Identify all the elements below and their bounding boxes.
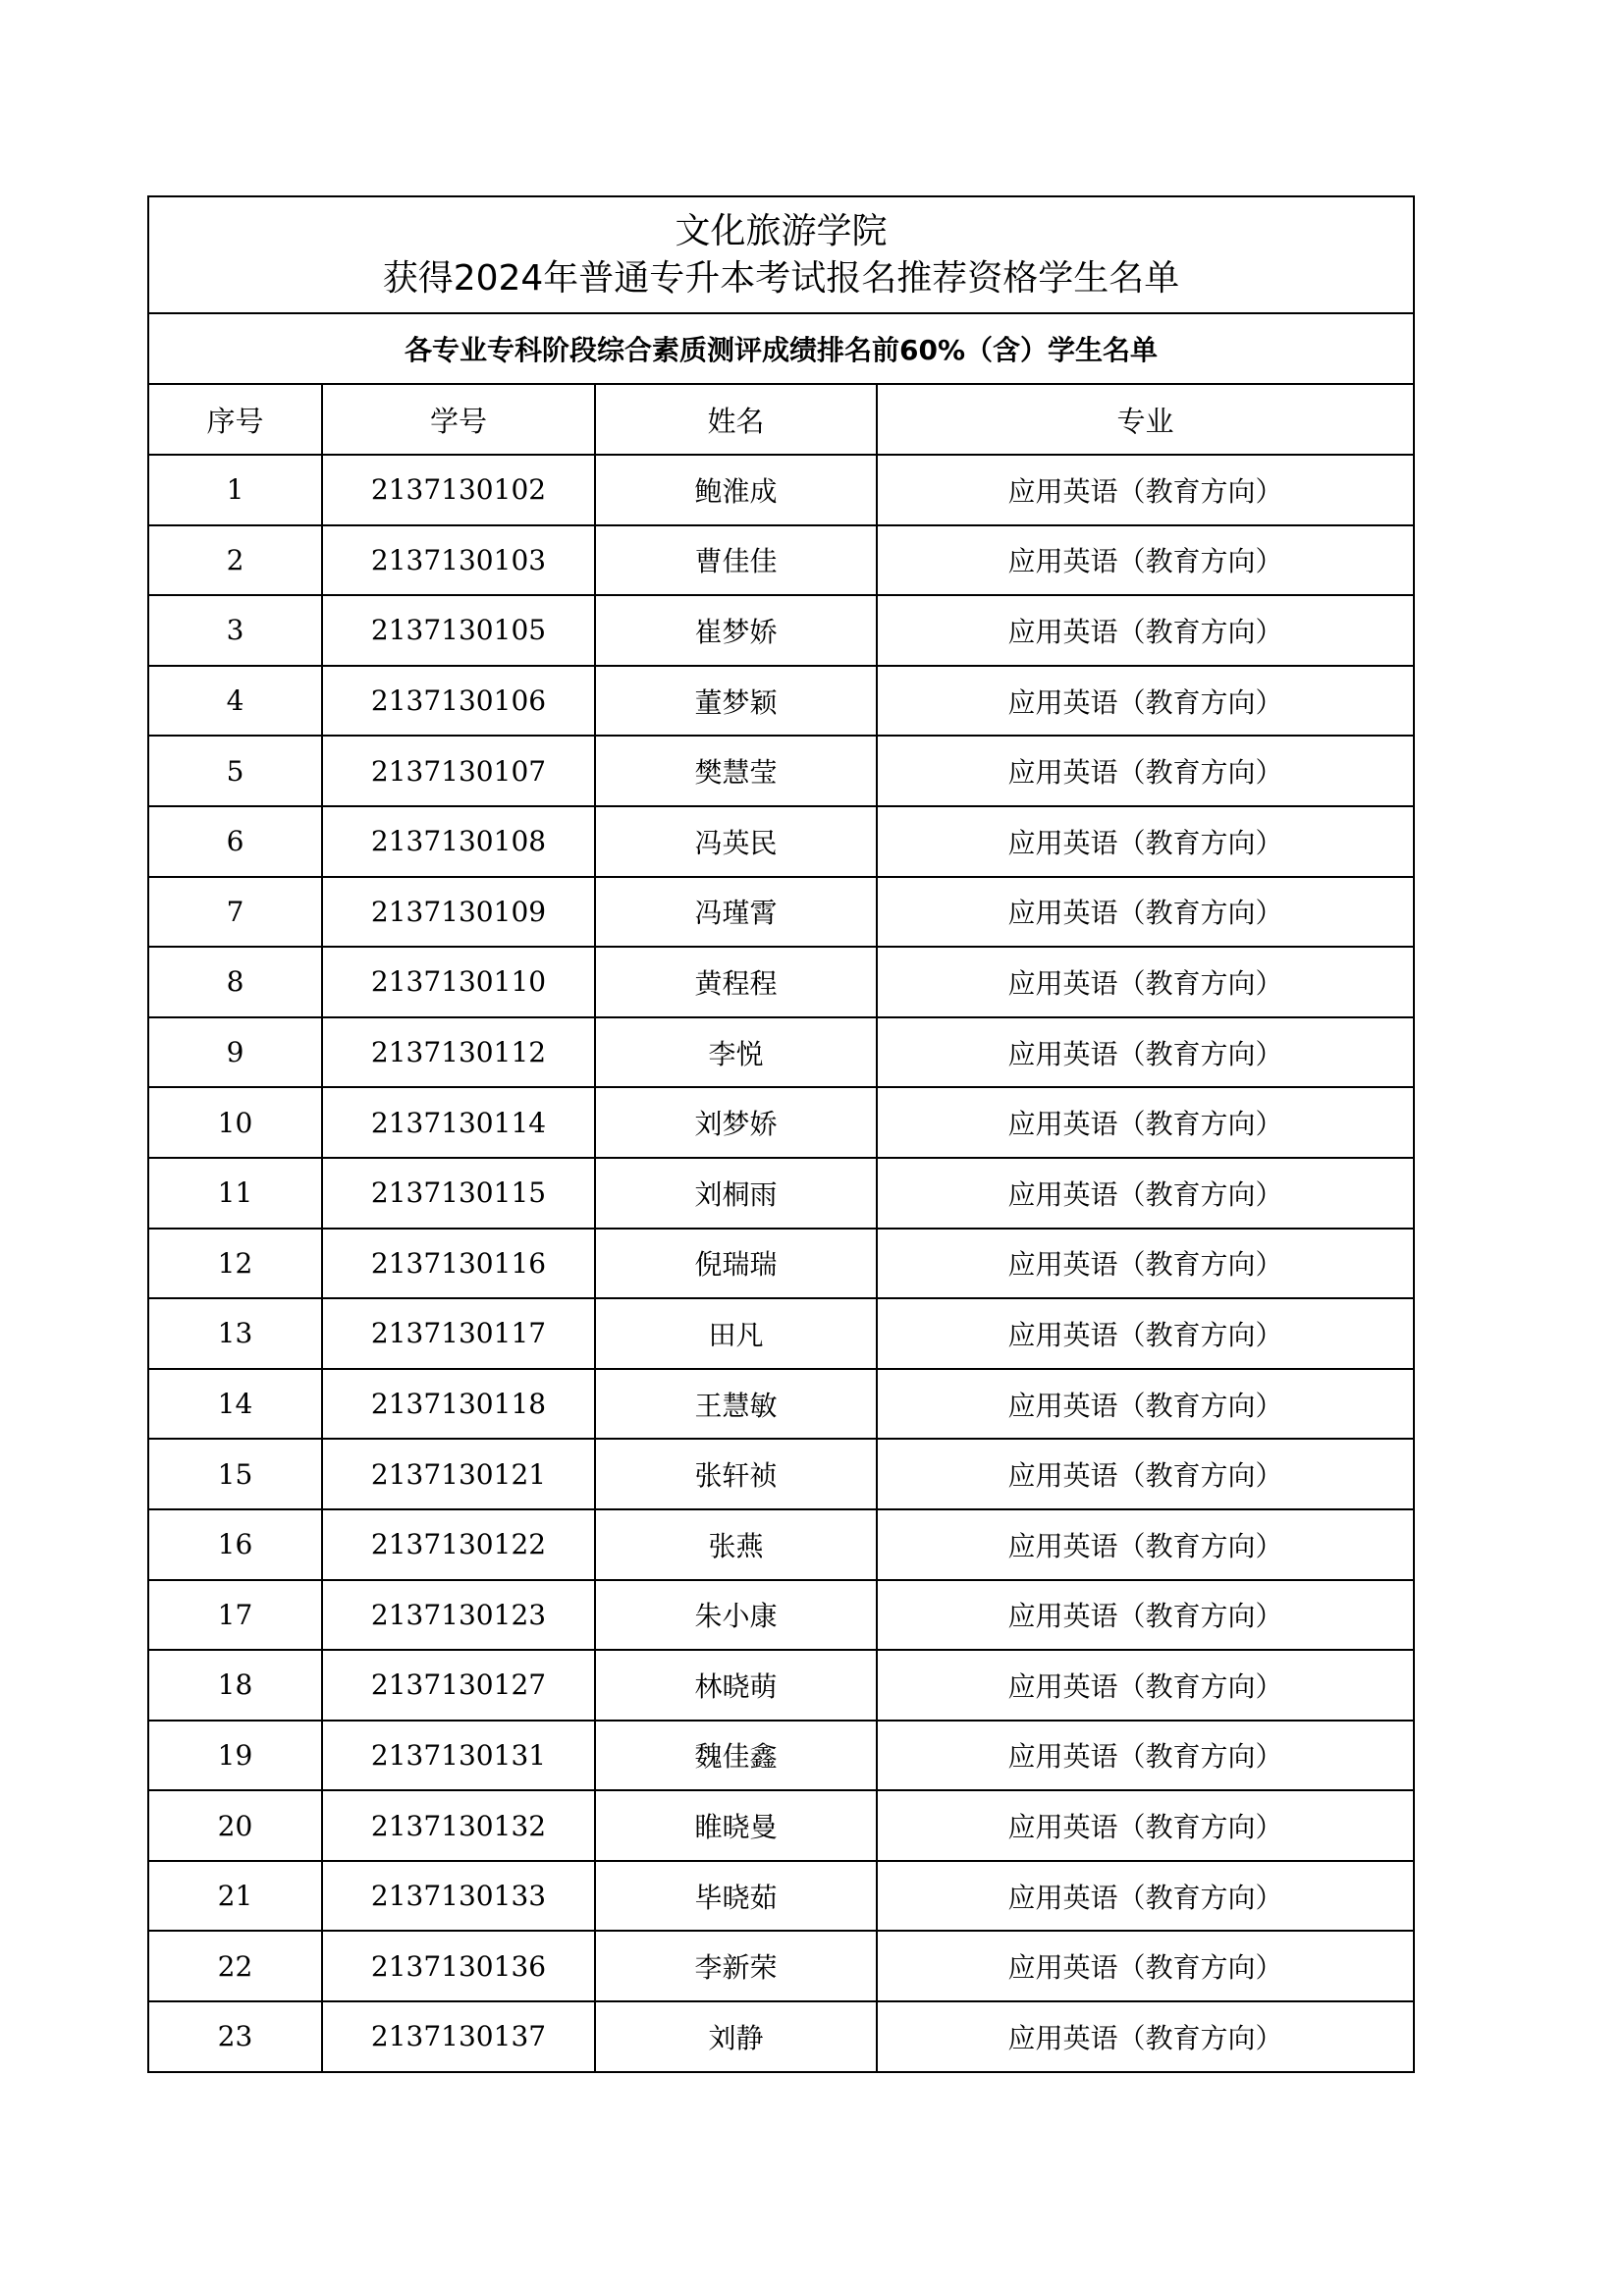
table-row bbox=[148, 666, 1414, 737]
cell-name: 刘梦娇 bbox=[595, 1087, 877, 1158]
header-major: 专业 bbox=[877, 384, 1414, 455]
cell-name: 刘桐雨 bbox=[595, 1158, 877, 1229]
table-row bbox=[148, 455, 1414, 525]
cell-major: 应用英语（教育方向） bbox=[877, 1861, 1414, 1932]
cell-name: 樊慧莹 bbox=[595, 736, 877, 806]
cell-name: 刘静 bbox=[595, 2001, 877, 2072]
cell-student-id: 2137130112 bbox=[322, 1017, 595, 1088]
table-row bbox=[148, 947, 1414, 1017]
cell-name: 睢晓曼 bbox=[595, 1790, 877, 1861]
cell-seq: 8 bbox=[148, 947, 322, 1017]
table-row bbox=[148, 1369, 1414, 1440]
table-row bbox=[148, 595, 1414, 666]
cell-seq: 13 bbox=[148, 1298, 322, 1369]
cell-seq: 18 bbox=[148, 1650, 322, 1721]
table-row bbox=[148, 1158, 1414, 1229]
cell-seq: 17 bbox=[148, 1580, 322, 1651]
cell-major: 应用英语（教育方向） bbox=[877, 666, 1414, 737]
cell-major: 应用英语（教育方向） bbox=[877, 1790, 1414, 1861]
cell-seq: 14 bbox=[148, 1369, 322, 1440]
cell-seq: 3 bbox=[148, 595, 322, 666]
table-row bbox=[148, 1580, 1414, 1651]
cell-name: 倪瑞瑞 bbox=[595, 1229, 877, 1299]
cell-major: 应用英语（教育方向） bbox=[877, 1087, 1414, 1158]
table-row bbox=[148, 1439, 1414, 1509]
cell-student-id: 2137130127 bbox=[322, 1650, 595, 1721]
table-row bbox=[148, 736, 1414, 806]
cell-name: 冯瑾霄 bbox=[595, 877, 877, 948]
cell-student-id: 2137130123 bbox=[322, 1580, 595, 1651]
cell-seq: 2 bbox=[148, 525, 322, 596]
cell-major: 应用英语（教育方向） bbox=[877, 1298, 1414, 1369]
cell-major: 应用英语（教育方向） bbox=[877, 1721, 1414, 1791]
cell-name: 曹佳佳 bbox=[595, 525, 877, 596]
cell-student-id: 2137130137 bbox=[322, 2001, 595, 2072]
title-college: 文化旅游学院 bbox=[675, 210, 888, 251]
cell-major: 应用英语（教育方向） bbox=[877, 595, 1414, 666]
cell-seq: 4 bbox=[148, 666, 322, 737]
cell-major: 应用英语（教育方向） bbox=[877, 1650, 1414, 1721]
cell-student-id: 2137130102 bbox=[322, 455, 595, 525]
table-row bbox=[148, 877, 1414, 948]
header-seq: 序号 bbox=[148, 384, 322, 455]
table-row bbox=[148, 2001, 1414, 2072]
cell-seq: 15 bbox=[148, 1439, 322, 1509]
cell-seq: 22 bbox=[148, 1931, 322, 2001]
cell-name: 黄程程 bbox=[595, 947, 877, 1017]
table-body bbox=[148, 455, 1414, 2072]
cell-name: 田凡 bbox=[595, 1298, 877, 1369]
cell-student-id: 2137130110 bbox=[322, 947, 595, 1017]
document-title bbox=[148, 196, 1414, 313]
cell-name: 李新荣 bbox=[595, 1931, 877, 2001]
table-row bbox=[148, 1861, 1414, 1932]
cell-student-id: 2137130133 bbox=[322, 1861, 595, 1932]
header-name: 姓名 bbox=[595, 384, 877, 455]
cell-seq: 20 bbox=[148, 1790, 322, 1861]
table-row bbox=[148, 1790, 1414, 1861]
cell-student-id: 2137130107 bbox=[322, 736, 595, 806]
cell-student-id: 2137130106 bbox=[322, 666, 595, 737]
table-row bbox=[148, 1931, 1414, 2001]
cell-name: 李悦 bbox=[595, 1017, 877, 1088]
cell-seq: 9 bbox=[148, 1017, 322, 1088]
cell-major: 应用英语（教育方向） bbox=[877, 947, 1414, 1017]
cell-major: 应用英语（教育方向） bbox=[877, 1369, 1414, 1440]
cell-major: 应用英语（教育方向） bbox=[877, 1158, 1414, 1229]
cell-major: 应用英语（教育方向） bbox=[877, 806, 1414, 877]
cell-seq: 11 bbox=[148, 1158, 322, 1229]
cell-major: 应用英语（教育方向） bbox=[877, 525, 1414, 596]
cell-seq: 23 bbox=[148, 2001, 322, 2072]
cell-student-id: 2137130136 bbox=[322, 1931, 595, 2001]
cell-student-id: 2137130116 bbox=[322, 1229, 595, 1299]
cell-name: 鲍淮成 bbox=[595, 455, 877, 525]
table-row bbox=[148, 1017, 1414, 1088]
cell-student-id: 2137130109 bbox=[322, 877, 595, 948]
header-row bbox=[148, 384, 1414, 455]
cell-seq: 19 bbox=[148, 1721, 322, 1791]
table-row bbox=[148, 525, 1414, 596]
cell-major: 应用英语（教育方向） bbox=[877, 1931, 1414, 2001]
table-row bbox=[148, 1650, 1414, 1721]
cell-student-id: 2137130105 bbox=[322, 595, 595, 666]
cell-name: 林晓萌 bbox=[595, 1650, 877, 1721]
header-student-id: 学号 bbox=[322, 384, 595, 455]
table-row bbox=[148, 1298, 1414, 1369]
document-subtitle: 各专业专科阶段综合素质测评成绩排名前60%（含）学生名单 bbox=[148, 313, 1414, 384]
cell-major: 应用英语（教育方向） bbox=[877, 1439, 1414, 1509]
cell-student-id: 2137130103 bbox=[322, 525, 595, 596]
cell-name: 张轩祯 bbox=[595, 1439, 877, 1509]
cell-seq: 1 bbox=[148, 455, 322, 525]
cell-name: 朱小康 bbox=[595, 1580, 877, 1651]
cell-name: 董梦颖 bbox=[595, 666, 877, 737]
table-row bbox=[148, 1721, 1414, 1791]
cell-student-id: 2137130122 bbox=[322, 1509, 595, 1580]
cell-major: 应用英语（教育方向） bbox=[877, 2001, 1414, 2072]
cell-major: 应用英语（教育方向） bbox=[877, 1509, 1414, 1580]
cell-name: 魏佳鑫 bbox=[595, 1721, 877, 1791]
cell-major: 应用英语（教育方向） bbox=[877, 1580, 1414, 1651]
cell-name: 冯英民 bbox=[595, 806, 877, 877]
cell-student-id: 2137130121 bbox=[322, 1439, 595, 1509]
cell-seq: 21 bbox=[148, 1861, 322, 1932]
title-list-name: 获得2024年普通专升本考试报名推荐资格学生名单 bbox=[382, 257, 1180, 299]
cell-name: 毕晓茹 bbox=[595, 1861, 877, 1932]
cell-name: 崔梦娇 bbox=[595, 595, 877, 666]
cell-major: 应用英语（教育方向） bbox=[877, 455, 1414, 525]
cell-major: 应用英语（教育方向） bbox=[877, 736, 1414, 806]
cell-student-id: 2137130132 bbox=[322, 1790, 595, 1861]
cell-seq: 6 bbox=[148, 806, 322, 877]
student-list-table bbox=[147, 195, 1415, 2073]
cell-student-id: 2137130118 bbox=[322, 1369, 595, 1440]
cell-seq: 10 bbox=[148, 1087, 322, 1158]
table-row bbox=[148, 1087, 1414, 1158]
cell-seq: 5 bbox=[148, 736, 322, 806]
cell-name: 王慧敏 bbox=[595, 1369, 877, 1440]
cell-student-id: 2137130131 bbox=[322, 1721, 595, 1791]
cell-student-id: 2137130115 bbox=[322, 1158, 595, 1229]
subtitle-row bbox=[148, 313, 1414, 384]
cell-major: 应用英语（教育方向） bbox=[877, 1229, 1414, 1299]
cell-seq: 7 bbox=[148, 877, 322, 948]
title-row bbox=[148, 196, 1414, 313]
cell-name: 张燕 bbox=[595, 1509, 877, 1580]
table-row bbox=[148, 1509, 1414, 1580]
cell-student-id: 2137130108 bbox=[322, 806, 595, 877]
cell-student-id: 2137130114 bbox=[322, 1087, 595, 1158]
cell-student-id: 2137130117 bbox=[322, 1298, 595, 1369]
table-row bbox=[148, 1229, 1414, 1299]
cell-major: 应用英语（教育方向） bbox=[877, 877, 1414, 948]
cell-major: 应用英语（教育方向） bbox=[877, 1017, 1414, 1088]
cell-seq: 16 bbox=[148, 1509, 322, 1580]
table-row bbox=[148, 806, 1414, 877]
cell-seq: 12 bbox=[148, 1229, 322, 1299]
